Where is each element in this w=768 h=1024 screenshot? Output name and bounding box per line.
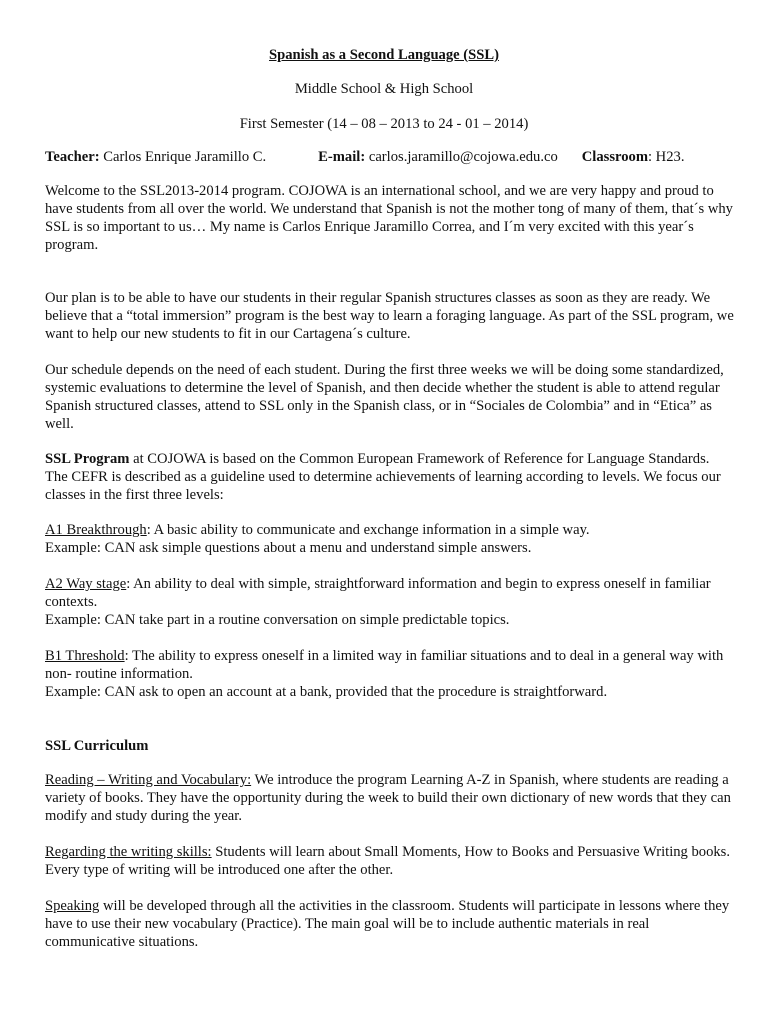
level-a2-example: Example: CAN take part in a routine conversation on simple predictable topics. — [45, 612, 510, 628]
level-a2-text: : An ability to deal with simple, straightforward information and begin to express oneself in familiar contexts. — [45, 576, 711, 610]
email-address: carlos.jaramillo@cojowa.edu.co — [365, 149, 558, 165]
ssl-program-text: at COJOWA is based on the Common European Framework of Reference for Language Standards. The CEFR is described as a guideline used to determine achievements of learning according to levels. We focus our classes in the first three levels: — [45, 451, 721, 503]
level-a1-example: Example: CAN ask simple questions about a menu and understand simple answers. — [45, 540, 532, 556]
schedule-paragraph: Our schedule depends on the need of each student. During the first three weeks we will be doing some standardized, systemic evaluations to determine the level of Spanish, and then decide whether the student is able to attend regular Spanish structured classes, attend to SSL only in the Spanish class, or in “Sociales de Colombia” and in “Etica” as well. — [45, 362, 724, 432]
level-b1-label: B1 Threshold — [45, 648, 125, 664]
curriculum-heading: SSL Curriculum — [45, 738, 149, 754]
speaking-text: will be developed through all the activities in the classroom. Students will participate in lessons where they have to use their new vocabulary (Practice). The main goal will be to include authentic materials in real communicative situations. — [45, 898, 730, 950]
ssl-program-label: SSL Program — [45, 451, 130, 467]
classroom-value: : H23. — [647, 149, 685, 165]
welcome-paragraph: Welcome to the SSL2013-2014 program. COJOWA is an international school, and we are very happy and proud to have students from all over the world. We understand that Spanish is not the mother tong of many of them, that´s why SSL is so important to us… My name is Carlos Enrique Jaramillo Correa, and I´m very excited with this year´s program. — [45, 183, 733, 253]
level-a1 — [45, 521, 735, 557]
writing-text: Students will learn about Small Moments, How to Books and Persuasive Writing books. Every type of writing will be introduced one after the other. — [45, 844, 731, 878]
level-a2 — [45, 575, 735, 629]
level-a1-label: A1 Breakthrough — [45, 522, 147, 538]
reading-paragraph — [45, 771, 735, 825]
title-text: Spanish as a Second Language (SSL) — [269, 47, 499, 63]
teacher-name: Carlos Enrique Jaramillo C. — [99, 149, 267, 165]
level-a1-description — [45, 521, 735, 539]
document-title — [0, 46, 768, 64]
document-subtitle: Middle School & High School — [294, 81, 474, 97]
speaking-label: Speaking — [45, 898, 100, 914]
level-a1-text: : A basic ability to communicate and exchange information in a simple way. — [146, 522, 590, 538]
level-b1-example: Example: CAN ask to open an account at a bank, provided that the procedure is straightforward. — [45, 684, 608, 700]
writing-paragraph — [45, 843, 735, 879]
semester-line: First Semester (14 – 08 – 2013 to 24 - 01 – 2014) — [239, 116, 529, 132]
reading-label: Reading – Writing and Vocabulary: — [45, 772, 252, 788]
level-b1-description — [45, 647, 735, 683]
teacher-label: Teacher: — [45, 149, 100, 165]
ssl-program-paragraph — [45, 450, 735, 504]
plan-paragraph: Our plan is to be able to have our students in their regular Spanish structures classes as soon as they are ready. We believe that a “total immersion” program is the best way to learn a foraging language. As part of the SSL program, we want to help our new students to fit in our Cartagena´s culture. — [45, 290, 734, 342]
email-label: E-mail: — [318, 149, 366, 165]
level-b1-text: : The ability to express oneself in a limited way in familiar situations and to deal in a general way with non- routine information. — [45, 648, 724, 682]
classroom-label: Classroom — [581, 149, 648, 165]
level-b1 — [45, 647, 735, 701]
level-a2-label: A2 Way stage — [45, 576, 127, 592]
writing-label: Regarding the writing skills: — [45, 844, 212, 860]
level-a2-description — [45, 575, 735, 611]
speaking-paragraph — [45, 897, 735, 951]
contact-line — [45, 148, 735, 166]
reading-text: We introduce the program Learning A-Z in Spanish, where students are reading a variety of books. They have the opportunity during the week to build their own dictionary of new words that they can modify and study during the year. — [45, 772, 731, 824]
